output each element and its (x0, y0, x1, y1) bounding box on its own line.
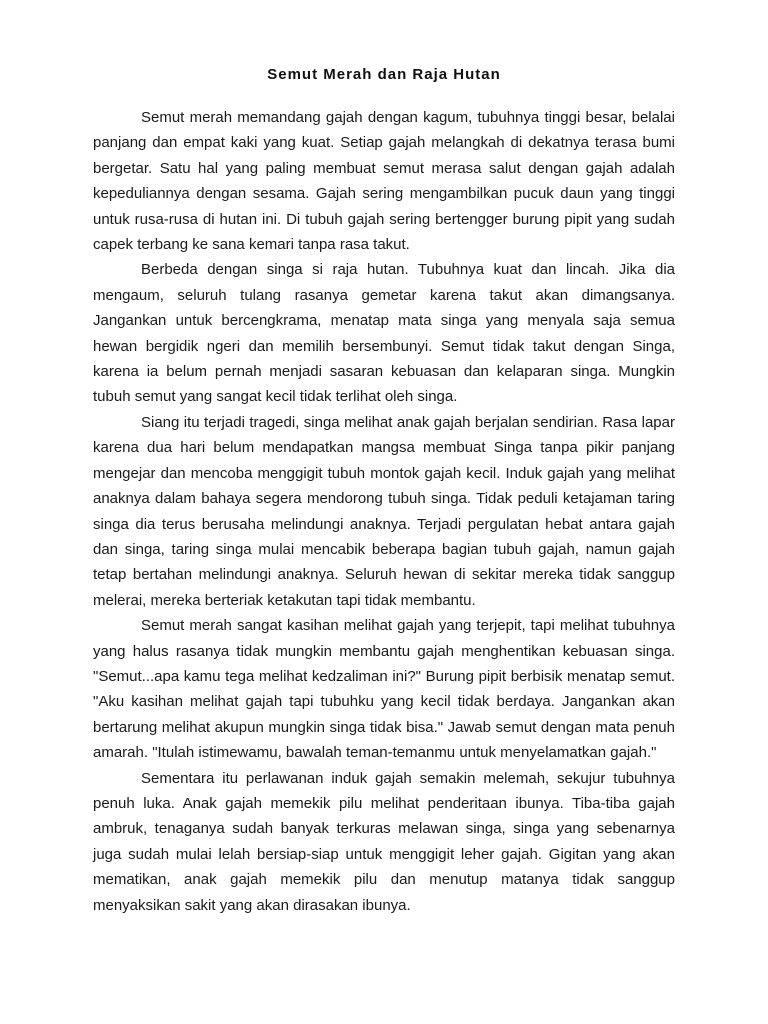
paragraph-3: Siang itu terjadi tragedi, singa melihat anak gajah berjalan sendirian. Rasa lapar karena dua hari belum mendapatkan mangsa membuat Singa tanpa pikir panjang mengejar dan mencoba menggigit tubuh montok gajah kecil. Induk gajah yang melihat anaknya dalam bahaya segera mendorong tubuh singa. Tidak peduli ketajaman taring singa dia terus berusaha melindungi anaknya. Terjadi pergulatan hebat antara gajah dan singa, taring singa mulai mencabik beberapa bagian tubuh gajah, namun gajah tetap bertahan melindungi anaknya. Seluruh hewan di sekitar mereka tidak sanggup melerai, mereka berteriak ketakutan tapi tidak membantu. (93, 413, 675, 609)
paragraph-4: Semut merah sangat kasihan melihat gajah yang terjepit, tapi melihat tubuhnya yang halus rasanya tidak mungkin membantu gajah menghentikan kebuasan singa. "Semut...apa kamu tega melihat kedzaliman ini?" Burung pipit berbisik menatap semut. "Aku kasihan melihat gajah tapi tubuhku yang kecil tidak berdaya. Jangankan akan bertarung melihat akupun mungkin singa tidak bisa." Jawab semut dengan mata penuh amarah. "Itulah istimewamu, bawalah teman-temanmu untuk menyelamatkan gajah." (93, 617, 675, 762)
paragraph-1: Semut merah memandang gajah dengan kagum, tubuhnya tinggi besar, belalai panjang dan empat kaki yang kuat. Setiap gajah melangkah di dekatnya terasa bumi bergetar. Satu hal yang paling membuat semut merasa salut dengan gajah adalah kepeduliannya dengan sesama. Gajah sering mengambilkan pucuk daun yang tinggi untuk rusa-rusa di hutan ini. Di tubuh gajah sering bertengger burung pipit yang sudah capek terbang ke sana kemari tanpa rasa takut. (93, 109, 675, 254)
paragraph-2: Berbeda dengan singa si raja hutan. Tubuhnya kuat dan lincah. Jika dia mengaum, seluruh tulang rasanya gemetar karena takut akan dimangsanya. Jangankan untuk bercengkrama, menatap mata singa yang menyala saja semua hewan bergidik ngeri dan memilih bersembunyi. Semut tidak takut dengan Singa, karena ia belum pernah menjadi sasaran kebuasan dan kelaparan singa. Mungkin tubuh semut yang sangat kecil tidak terlihat oleh singa. (93, 261, 675, 406)
paragraph-5: Sementara itu perlawanan induk gajah semakin melemah, sekujur tubuhnya penuh luka. Anak gajah memekik pilu melihat penderitaan ibunya. Tiba-tiba gajah ambruk, tenaganya sudah banyak terkuras melawan singa, singa yang sebenarnya juga sudah mulai lelah bersiap-siap untuk menggigit leher gajah. Gigitan yang akan mematikan, anak gajah memekik pilu dan menutup matanya tidak sanggup menyaksikan sakit yang akan dirasakan ibunya. (93, 769, 675, 914)
document-title: Semut Merah dan Raja Hutan (267, 66, 501, 83)
document-body (93, 105, 675, 918)
